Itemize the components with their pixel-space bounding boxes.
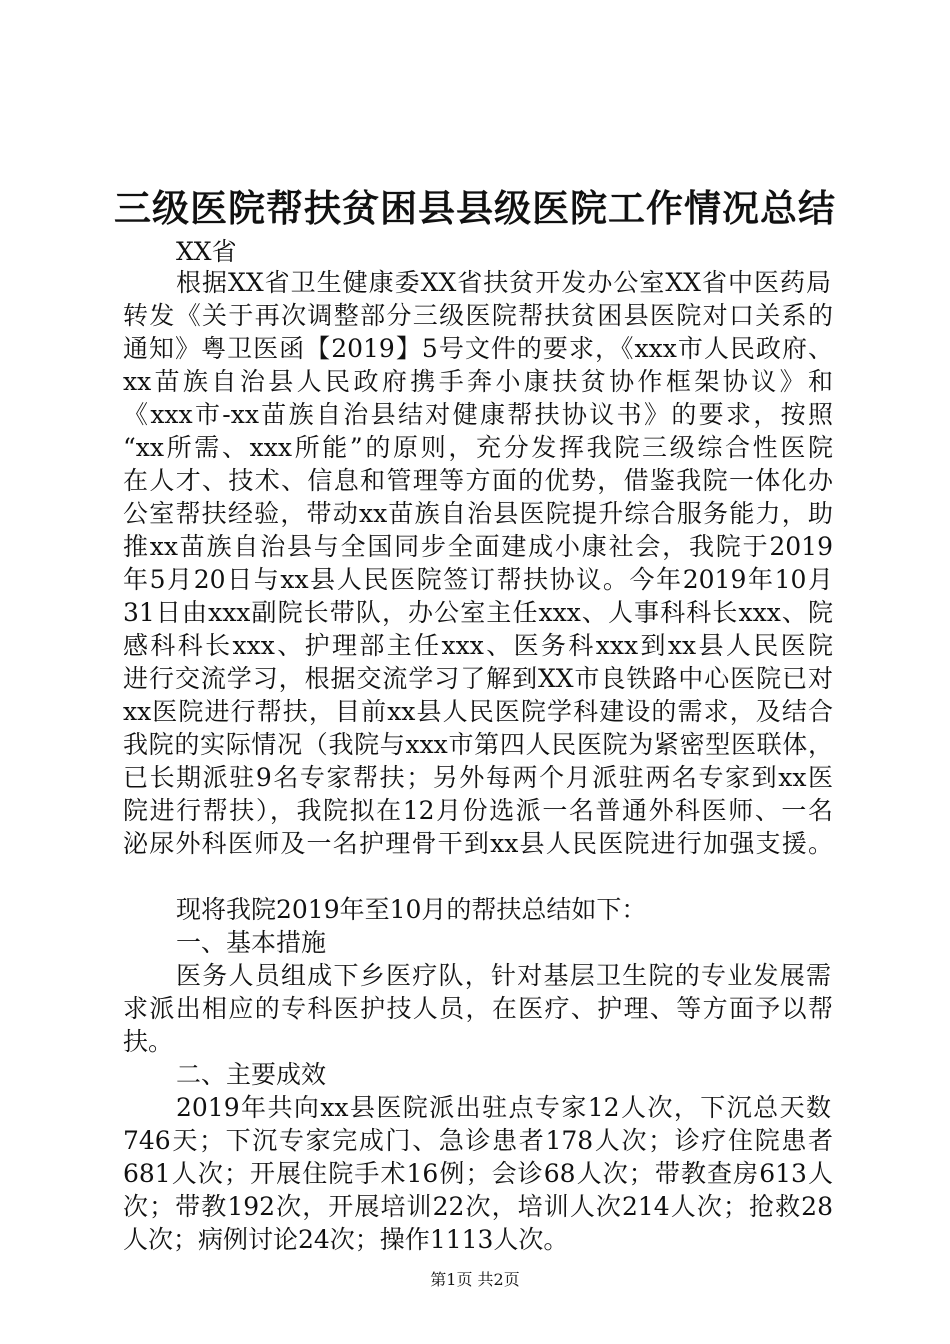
section2-heading: 二、主要成效	[176, 1060, 327, 1089]
para1-line: 《xxx市-xx苗族自治县结对健康帮扶协议书》的要求，按照	[123, 400, 833, 429]
para1-line: 已长期派驻9名专家帮扶；另外每两个月派驻两名专家到xx医	[123, 763, 833, 792]
para1-line: 公室帮扶经验，带动xx苗族自治县医院提升综合服务能力，助	[123, 499, 833, 528]
page-footer: 第1页 共2页	[430, 1270, 520, 1289]
para1-line: 院进行帮扶），我院拟在12月份选派一名普通外科医师、一名	[123, 796, 833, 825]
para1-line: 进行交流学习，根据交流学习了解到XX市良铁路中心医院已对	[123, 664, 833, 693]
section1-line: 医务人员组成下乡医疗队，针对基层卫生院的专业发展需	[176, 961, 831, 990]
para1-line: 年5月20日与xx县人民医院签订帮扶协议。今年2019年10月	[123, 565, 833, 594]
province-line: XX省	[176, 237, 237, 266]
para1-line: 我院的实际情况（我院与xxx市第四人民医院为紧密型医联体，	[123, 730, 833, 759]
para1-line: 泌尿外科医师及一名护理骨干到xx县人民医院进行加强支援。	[123, 829, 833, 858]
section2-line: 2019年共向xx县医院派出驻点专家12人次，下沉总天数	[176, 1093, 831, 1122]
section2-line: 次；带教192次，开展培训22次，培训人次214人次；抢救28	[123, 1192, 833, 1221]
section1-heading: 一、基本措施	[176, 928, 327, 957]
para1-line: 通知》粤卫医函【2019】5号文件的要求，《xxx市人民政府、	[123, 334, 833, 363]
para1-line: xx医院进行帮扶，目前xx县人民医院学科建设的需求，及结合	[123, 697, 833, 726]
para1-line: 推xx苗族自治县与全国同步全面建成小康社会，我院于2019	[123, 532, 833, 561]
section1-line: 扶。	[123, 1027, 174, 1056]
para1-line: 在人才、技术、信息和管理等方面的优势，借鉴我院一体化办	[123, 466, 833, 495]
para1-line: 感科科长xxx、护理部主任xxx、医务科xxx到xx县人民医院	[123, 631, 833, 660]
para1-line: “xx所需、xxx所能”的原则，充分发挥我院三级综合性医院	[123, 433, 833, 462]
summary-intro: 现将我院2019年至10月的帮扶总结如下：	[176, 895, 647, 924]
para1-line: 31日由xxx副院长带队，办公室主任xxx、人事科科长xxx、院	[123, 598, 833, 627]
section1-line: 求派出相应的专科医护技人员，在医疗、护理、等方面予以帮	[123, 994, 833, 1023]
para1-line: 根据XX省卫生健康委XX省扶贫开发办公室XX省中医药局	[176, 268, 831, 297]
para1-line: xx苗族自治县人民政府携手奔小康扶贫协作框架协议》和	[123, 367, 833, 396]
section2-line: 681人次；开展住院手术16例；会诊68人次；带教查房613人	[123, 1159, 833, 1188]
document-title: 三级医院帮扶贫困县县级医院工作情况总结	[114, 186, 836, 230]
section2-line: 746天；下沉专家完成门、急诊患者178人次；诊疗住院患者	[123, 1126, 833, 1155]
para1-line: 转发《关于再次调整部分三级医院帮扶贫困县医院对口关系的	[123, 301, 833, 330]
section2-line: 人次；病例讨论24次；操作1113人次。	[123, 1225, 569, 1254]
